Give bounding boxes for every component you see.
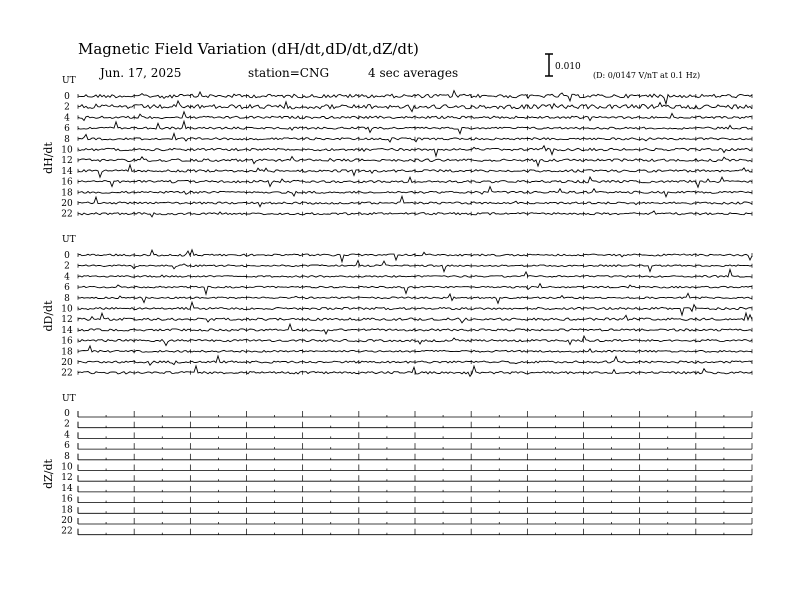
date-label: Jun. 17, 2025 <box>100 66 182 80</box>
scale-bar <box>545 54 553 76</box>
row-label: 14 <box>61 325 73 336</box>
row-label: 18 <box>61 505 73 516</box>
row-label: 22 <box>61 368 73 379</box>
row-label: 10 <box>61 304 73 315</box>
row-label: 16 <box>61 336 73 347</box>
panel-0 <box>42 76 752 220</box>
row-label: 4 <box>64 272 70 283</box>
row-label: 10 <box>61 145 73 156</box>
row-label: 4 <box>64 430 70 441</box>
panel-ylabel: dZ/dt <box>42 459 55 489</box>
row-label: 18 <box>61 347 73 358</box>
row-label: 14 <box>61 483 73 494</box>
row-label: 18 <box>61 188 73 199</box>
scale-value: 0.010 <box>555 62 581 72</box>
row-label: 20 <box>61 516 73 526</box>
ut-axis-label: UT <box>62 76 76 86</box>
row-label: 2 <box>64 261 70 272</box>
row-label: 6 <box>64 283 70 294</box>
panel-ylabel: dD/dt <box>42 300 55 332</box>
row-label: 6 <box>64 441 70 452</box>
row-label: 12 <box>61 156 73 167</box>
row-label: 8 <box>64 134 70 145</box>
row-label: 4 <box>64 113 70 124</box>
row-label: 20 <box>61 358 73 368</box>
ut-axis-label: UT <box>62 235 76 245</box>
row-label: 8 <box>64 293 70 304</box>
panel-1 <box>42 235 752 379</box>
row-label: 16 <box>61 494 73 505</box>
row-label: 10 <box>61 462 73 473</box>
panel-ylabel: dH/dt <box>42 142 55 174</box>
panels <box>42 76 752 537</box>
row-label: 2 <box>64 419 70 430</box>
row-label: 0 <box>64 251 70 261</box>
row-label: 20 <box>61 199 73 209</box>
row-label: 22 <box>61 209 73 220</box>
row-label: 12 <box>61 473 73 484</box>
panel-2 <box>42 394 752 537</box>
row-label: 22 <box>61 526 73 537</box>
row-label: 12 <box>61 315 73 326</box>
chart-title: Magnetic Field Variation (dH/dt,dD/dt,dZ/dt) <box>78 40 419 58</box>
row-label: 0 <box>64 92 70 102</box>
ut-axis-label: UT <box>62 394 76 404</box>
station-label: station=CNG <box>248 66 330 80</box>
row-label: 16 <box>61 177 73 188</box>
averaging-label: 4 sec averages <box>368 66 459 80</box>
row-label: 14 <box>61 166 73 177</box>
row-label: 8 <box>64 451 70 462</box>
row-label: 2 <box>64 102 70 113</box>
row-label: 0 <box>64 409 70 419</box>
row-label: 6 <box>64 124 70 135</box>
scale-note: (D: 0/0147 V/nT at 0.1 Hz) <box>593 71 701 80</box>
